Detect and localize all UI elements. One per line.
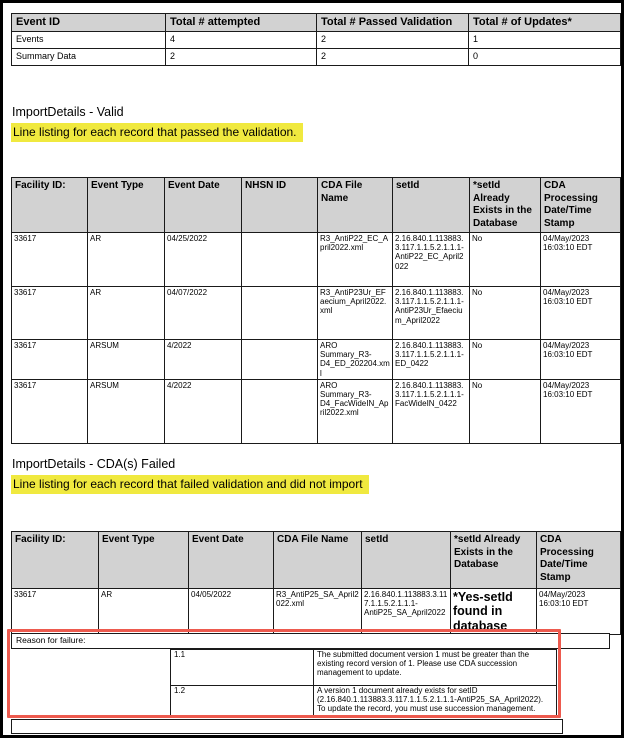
- failed-setid-cell: 2.16.840.1.113883.3.117.1.1.5.2.1.1.1-AntiP25_SA_April2022: [362, 589, 451, 635]
- table-row: [12, 32, 621, 49]
- column-header: Event Date: [189, 532, 274, 589]
- table-cell: 33617: [12, 379, 88, 443]
- table-cell: R3_AntiP23Ur_EFaecium_April2022.xml: [318, 287, 393, 340]
- reason-for-failure-label: Reason for failure:: [11, 633, 610, 649]
- column-header: CDA Processing Date/Time Stamp: [541, 178, 621, 233]
- table-cell: 04/May/2023 16:03:10 EDT: [541, 340, 621, 380]
- column-header: Total # attempted: [166, 14, 317, 32]
- table-row: [12, 233, 621, 287]
- failure-reason-code: 1.1: [171, 650, 314, 686]
- failed-setid-exists-cell: *Yes-setId found in database: [451, 589, 537, 635]
- failure-reason-code: 1.2: [171, 686, 314, 717]
- table-cell: R3_AntiP22_EC_April2022.xml: [318, 233, 393, 287]
- failure-reasons-table: [170, 649, 557, 717]
- failure-reason-text: The submitted document version 1 must be greater than the existing record version of 1. Please use CDA succession management to update.: [314, 650, 557, 686]
- table-row: [12, 49, 621, 66]
- table-cell: Events: [12, 32, 166, 49]
- table-cell: No: [470, 233, 541, 287]
- failed-section-title: ImportDetails - CDA(s) Failed: [12, 457, 176, 471]
- table-cell: 2.16.840.1.113883.3.117.1.1.5.2.1.1.1-AntiP22_EC_April2022: [393, 233, 470, 287]
- table-cell: 33617: [12, 233, 88, 287]
- column-header: CDA File Name: [274, 532, 362, 589]
- column-header: Total # Passed Validation: [317, 14, 469, 32]
- failure-reason-row: [171, 686, 557, 717]
- valid-records-table: [11, 177, 621, 444]
- column-header: Event Type: [88, 178, 165, 233]
- column-header: *setId Already Exists in the Database: [451, 532, 537, 589]
- failed-records-table: [11, 531, 621, 635]
- table-cell: 4/2022: [165, 340, 242, 380]
- column-header: Event Date: [165, 178, 242, 233]
- table-cell: Summary Data: [12, 49, 166, 66]
- table-cell: 2: [317, 32, 469, 49]
- table-cell: ARSUM: [88, 340, 165, 380]
- table-cell: ARO Summary_R3-D4_ED_202204.xml: [318, 340, 393, 380]
- failed-timestamp-cell: 04/May/2023 16:03:10 EDT: [537, 589, 621, 635]
- column-header: setId: [362, 532, 451, 589]
- column-header: Facility ID:: [12, 532, 99, 589]
- table-cell: 0: [469, 49, 621, 66]
- table-cell: 33617: [12, 340, 88, 380]
- column-header: NHSN ID: [242, 178, 318, 233]
- failed-header-row: [12, 532, 621, 589]
- table-cell: 33617: [12, 287, 88, 340]
- table-cell: [242, 379, 318, 443]
- table-row: [12, 287, 621, 340]
- table-row: [12, 340, 621, 380]
- failed-facility-id-cell: 33617: [12, 589, 99, 635]
- table-cell: No: [470, 287, 541, 340]
- table-cell: 1: [469, 32, 621, 49]
- valid-section-title: ImportDetails - Valid: [12, 105, 124, 119]
- table-cell: 04/07/2022: [165, 287, 242, 340]
- table-cell: 2: [166, 49, 317, 66]
- column-header: CDA Processing Date/Time Stamp: [537, 532, 621, 589]
- table-cell: 2: [317, 49, 469, 66]
- summary-table: [11, 13, 621, 66]
- failed-record-row: [12, 589, 621, 635]
- table-cell: [242, 287, 318, 340]
- valid-section-highlighted-note: Line listing for each record that passed the validation.: [11, 123, 303, 142]
- table-cell: ARO Summary_R3-D4_FacWideIN_April2022.xml: [318, 379, 393, 443]
- table-cell: ARSUM: [88, 379, 165, 443]
- column-header: CDA File Name: [318, 178, 393, 233]
- failed-cda-file-name-cell: R3_AntiP25_SA_April2022.xml: [274, 589, 362, 635]
- table-cell: [242, 340, 318, 380]
- table-cell: 2.16.840.1.113883.3.117.1.1.5.2.1.1.1-ED_0422: [393, 340, 470, 380]
- failed-event-type-cell: AR: [99, 589, 189, 635]
- column-header: Event Type: [99, 532, 189, 589]
- table-cell: 2.16.840.1.113883.3.117.1.1.5.2.1.1.1-FacWideIN_0422: [393, 379, 470, 443]
- failure-reason-text: A version 1 document already exists for setID (2.16.840.1.113883.3.117.1.1.5.2.1.1.1-AntiP25_SA_April2022). To update the record, you must use succession management.: [314, 686, 557, 717]
- table-cell: No: [470, 379, 541, 443]
- table-cell: AR: [88, 233, 165, 287]
- table-cell: [242, 233, 318, 287]
- table-cell: 04/May/2023 16:03:10 EDT: [541, 379, 621, 443]
- failed-event-date-cell: 04/05/2022: [189, 589, 274, 635]
- column-header: Event ID: [12, 14, 166, 32]
- failed-section-highlighted-note: Line listing for each record that failed validation and did not import: [11, 475, 369, 494]
- summary-header-row: [12, 14, 621, 32]
- column-header: Total # of Updates*: [469, 14, 621, 32]
- empty-bottom-row: [11, 719, 563, 734]
- table-row: [12, 379, 621, 443]
- failure-reason-row: [171, 650, 557, 686]
- column-header: Facility ID:: [12, 178, 88, 233]
- column-header: *setId Already Exists in the Database: [470, 178, 541, 233]
- valid-header-row: [12, 178, 621, 233]
- table-cell: AR: [88, 287, 165, 340]
- table-cell: 04/May/2023 16:03:10 EDT: [541, 233, 621, 287]
- table-cell: 4/2022: [165, 379, 242, 443]
- table-cell: 04/May/2023 16:03:10 EDT: [541, 287, 621, 340]
- column-header: setId: [393, 178, 470, 233]
- table-cell: 04/25/2022: [165, 233, 242, 287]
- table-cell: 4: [166, 32, 317, 49]
- table-cell: 2.16.840.1.113883.3.117.1.1.5.2.1.1.1-AntiP23Ur_Efaecium_April2022: [393, 287, 470, 340]
- table-cell: No: [470, 340, 541, 380]
